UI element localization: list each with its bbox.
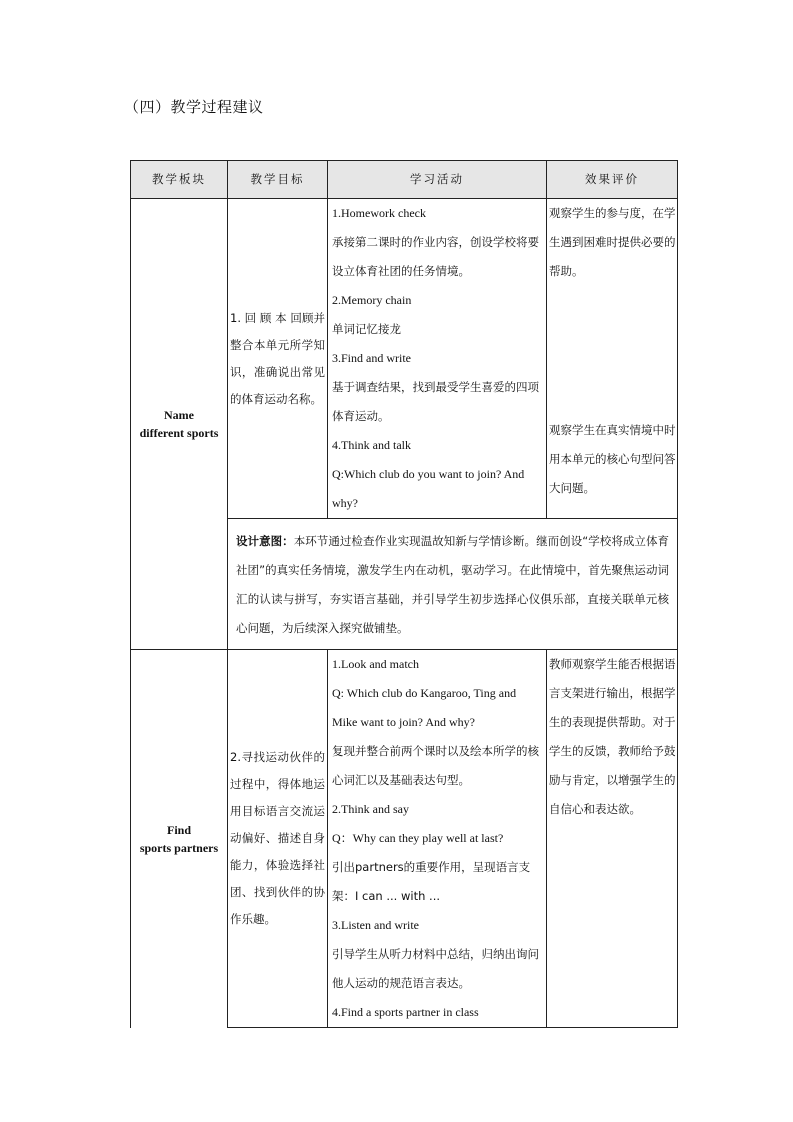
section-heading: （四）教学过程建议 [124,98,264,116]
header-block: 教学板块 [131,161,228,199]
block-title-line2: different sports [139,426,219,440]
header-activity: 学习活动 [328,161,547,199]
activity-title: 1.Look and match [332,657,419,671]
header-goal: 教学目标 [228,161,328,199]
evaluation-text: 教师观察学生能否根据语言支架进行输出，根据学生的表现提供帮助。对于学生的反馈，教师给予鼓励与肯定，以增强学生的自信心和表达欲。 [549,657,676,816]
goal-cell [228,650,328,1028]
block-title-line1: Find [166,822,191,837]
design-intent-cell [228,519,678,650]
block-title-line1: Name [164,408,194,422]
activity-desc: 承接第二课时的作业内容，创设学校将要设立体育社团的任务情境。 [332,235,539,278]
activity-desc: Q: Which club do Kangaroo, Ting and Mike want to join? And why? [332,686,517,729]
activity-desc: 引导学生从听力材料中总结，归纳出询问他人运动的规范语言表达。 [332,947,539,990]
evaluation-text: 观察学生在真实情境中时用本单元的核心句型问答大问题。 [549,423,676,495]
activity-title: 2.Think and say [332,802,409,816]
goal-text: 1. 回 顾 本 回顾并整合本单元所学知识，准确说出常见的体育运动名称。 [230,310,325,406]
table-header-row [131,161,678,199]
block-cell [131,650,228,1028]
activity-desc: 基于调查结果，找到最受学生喜爱的四项体育运动。 [332,380,539,423]
activity-desc: Q:Which club do you want to join? And why? [332,467,525,510]
activity-desc: 引出partners的重要作用，呈现语言支架：I can ... with ... [332,860,531,903]
block-title-line2: sports partners [139,840,219,855]
activity-title: 3.Listen and write [332,918,419,932]
activity-title: 3.Find and write [332,351,411,365]
teaching-process-table [130,160,678,1028]
table-row [131,650,678,1028]
design-intent-text: 本环节通过检查作业实现温故知新与学情诊断。继而创设“学校将成立体育社团”的真实任务情境，激发学生内在动机，驱动学习。在此情境中，首先聚焦运动词汇的认读与拼写，夯实语言基础，并引导学生初步选择心仪俱乐部，直接关联单元核心问题，为后续深入探究做铺垫。 [236,534,669,635]
evaluation-cell [547,650,678,1028]
activity-title: 4.Find a sports partner in class [332,1005,479,1019]
table-row [131,199,678,519]
evaluation-text: 观察学生的参与度，在学生遇到困难时提供必要的帮助。 [549,206,676,278]
header-evaluation: 效果评价 [547,161,678,199]
goal-cell [228,199,328,519]
activity-cell [328,650,547,1028]
activity-title: 2.Memory chain [332,293,412,307]
activity-title: 1.Homework check [332,206,426,220]
activity-desc: 单词记忆接龙 [332,322,401,336]
activity-desc: Q：Why can they play well at last? [332,831,504,845]
activity-cell [328,199,547,519]
activity-desc: 复现并整合前两个课时以及绘本所学的核心词汇以及基础表达句型。 [332,744,539,787]
goal-text: 2.寻找运动伙伴的过程中，得体地运用目标语言交流运动偏好、描述自身能力，体验选择社团、找到伙伴的协作乐趣。 [230,750,325,926]
activity-title: 4.Think and talk [332,438,411,452]
evaluation-cell [547,199,678,519]
design-intent-label: 设计意图： [236,534,294,548]
block-cell [131,199,228,650]
